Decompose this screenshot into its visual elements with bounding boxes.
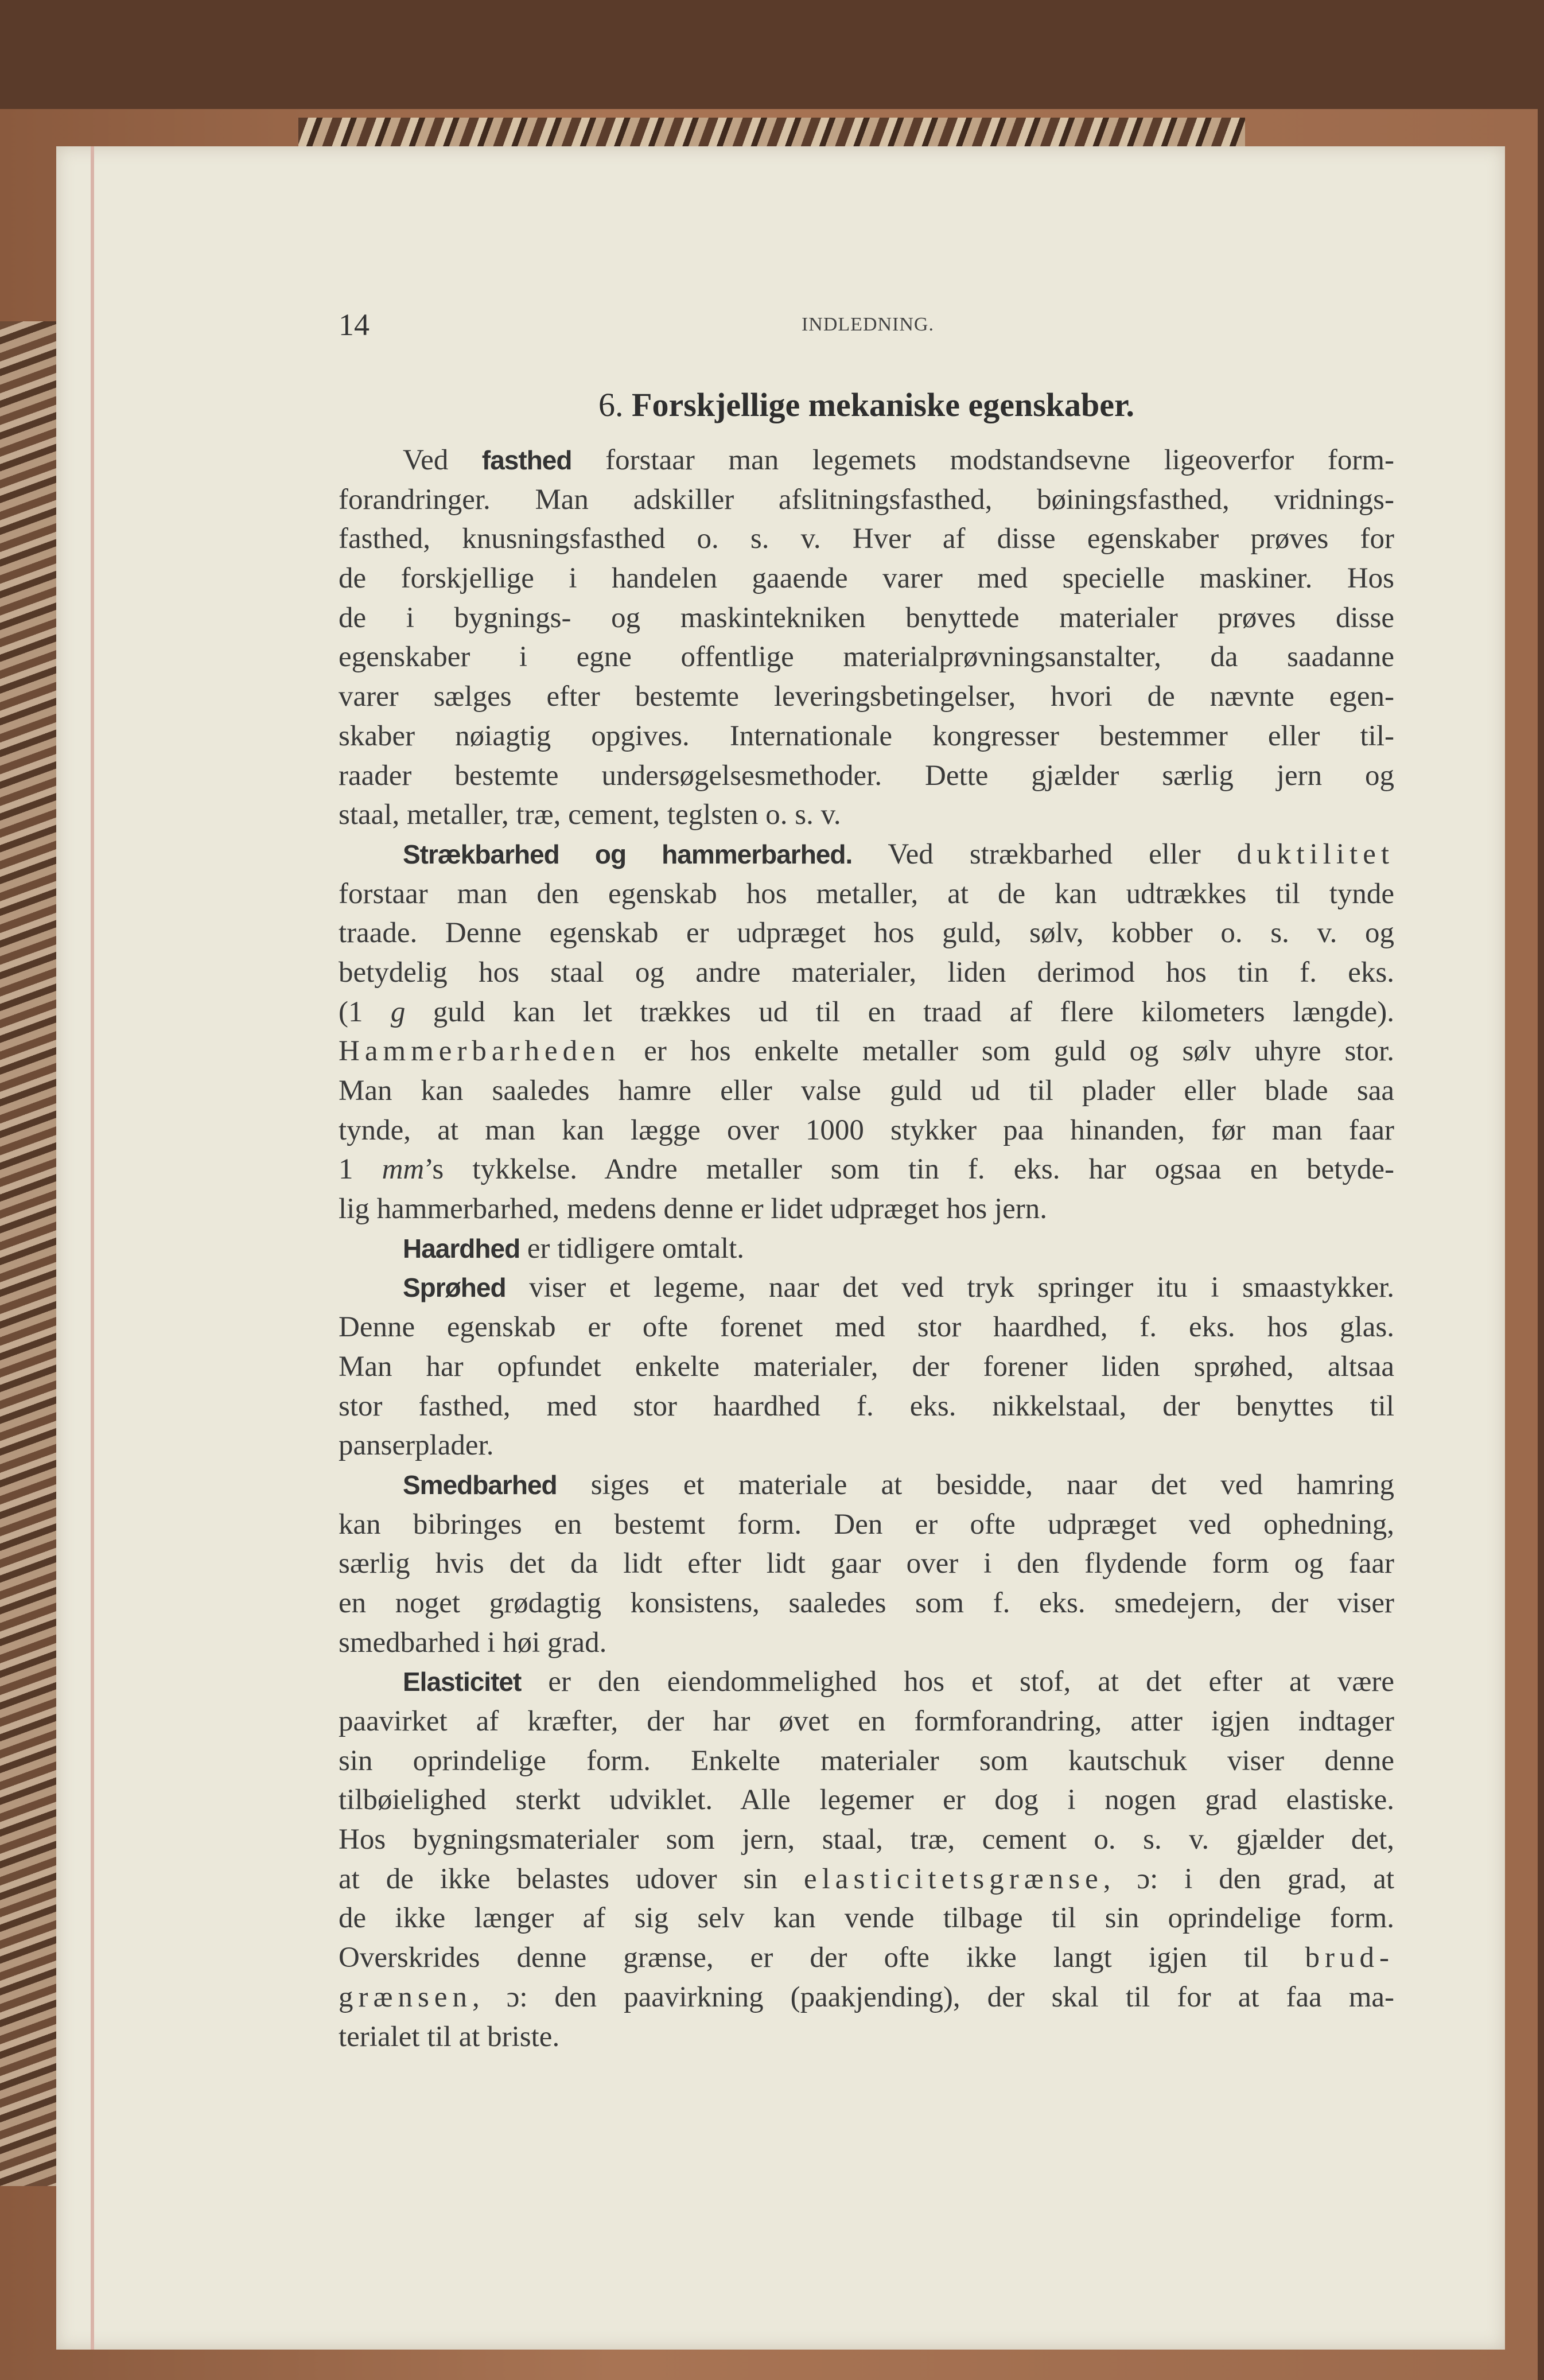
text-run: fasthed, knusningsfasthed o. s. v. Hver af disse egenskaber prøves for <box>339 523 1394 555</box>
text-line <box>339 1584 1394 1623</box>
text-run: Man kan saaledes hamre eller valse guld ud til plader eller blade saa <box>339 1075 1394 1107</box>
text-line <box>339 559 1394 598</box>
marbled-edge <box>0 321 63 2186</box>
text-run: er den eiendommelighed hos et stof, at det efter at være <box>521 1666 1394 1698</box>
text-run: , ɔ: i den grad, at <box>1103 1862 1395 1895</box>
text-run: Overskrides denne grænse, er der ofte ikke langt igjen til <box>339 1942 1305 1974</box>
text-line <box>339 1623 1394 1663</box>
text-line <box>339 1820 1394 1860</box>
running-header <box>339 307 1397 341</box>
text-line <box>339 795 1394 835</box>
bold-term: Elasticitet <box>403 1667 522 1697</box>
text-run: staal, metaller, træ, cement, teglsten o. s. v. <box>339 799 841 831</box>
text-line <box>339 677 1394 717</box>
section-title-text: Forskjellige mekaniske egenskaber. <box>632 386 1134 423</box>
text-run: Ved strækbarhed eller <box>852 838 1237 870</box>
spaced-term: grænsen <box>339 1981 472 2013</box>
text-line <box>339 1111 1394 1150</box>
text-run: sin oprindelige form. Enkelte materialer som kautschuk viser denne <box>339 1744 1394 1777</box>
text-run: Man har opfundet enkelte materialer, der forener liden sprøhed, altsaa <box>339 1350 1394 1383</box>
text-line <box>339 1426 1394 1465</box>
bold-term: Strækbarhed og hammerbarhed. <box>403 839 853 869</box>
text-run: lig hammerbarhed, medens denne er lidet udpræget hos jern. <box>339 1193 1047 1226</box>
text-run: Hos bygningsmaterialer som jern, staal, træ, cement o. s. v. gjælder det, <box>339 1823 1394 1856</box>
text-line <box>339 441 1394 480</box>
text-run: er tidligere omtalt. <box>520 1232 745 1265</box>
text-run: er hos enkelte metaller som guld og sølv uhyre stor. <box>620 1035 1394 1068</box>
text-run: de ikke længer af sig selv kan vende tilbage til sin oprindelige form. <box>339 1902 1394 1935</box>
text-line <box>339 1702 1394 1741</box>
text-line <box>339 835 1394 874</box>
text-line <box>339 1544 1394 1584</box>
text-line <box>339 2017 1394 2057</box>
text-line <box>339 1465 1394 1505</box>
text-run: terialet til at briste. <box>339 2020 560 2053</box>
text-run: forandringer. Man adskiller afslitningsfasthed, bøiningsfasthed, vridnings- <box>339 483 1394 516</box>
text-run: paavirket af kræfter, der har øvet en formforandring, atter igjen indtager <box>339 1705 1394 1737</box>
running-head-title: INDLEDNING. <box>801 314 934 335</box>
text-line <box>339 1150 1394 1189</box>
paragraph <box>339 835 1394 1229</box>
text-run: raader bestemte undersøgelsesmethoder. Dette gjælder særlig jern og <box>339 759 1394 792</box>
paragraph <box>339 1465 1394 1662</box>
text-run: kan bibringes en bestemt form. Den er ofte udpræget ved ophedning, <box>339 1508 1394 1541</box>
text-run: tynde, at man kan lægge over 1000 stykker paa hinanden, før man faar <box>339 1114 1394 1146</box>
text-run: en noget grødagtig konsistens, saaledes som f. eks. smedejern, der viser <box>339 1586 1394 1619</box>
text-line <box>339 637 1394 677</box>
text-run: (1 <box>339 995 391 1028</box>
text-run: skaber nøiagtig opgives. Internationale kongresser bestemmer eller til- <box>339 720 1394 752</box>
bold-term: Haardhed <box>403 1233 520 1263</box>
italic-unit: mm <box>382 1153 425 1186</box>
text-line <box>339 1860 1394 1899</box>
text-run: stor fasthed, med stor haardhed f. eks. nikkelstaal, der benyttes til <box>339 1390 1394 1422</box>
text-run: siges et materiale at besidde, naar det ved hamring <box>557 1468 1394 1501</box>
paragraph <box>339 1268 1394 1465</box>
text-line <box>339 717 1394 756</box>
text-run: varer sælges efter bestemte leveringsbetingelser, hvori de nævnte egen- <box>339 680 1394 713</box>
text-run: ’s tykkelse. Andre metaller som tin f. eks. har ogsaa en betyde- <box>424 1153 1395 1186</box>
text-run: de forskjellige i handelen gaaende varer med specielle maskiner. Hos <box>339 562 1394 595</box>
text-run: forstaar man den egenskab hos metaller, at de kan udtrækkes til tynde <box>339 877 1394 910</box>
text-line <box>339 1308 1394 1347</box>
text-line <box>339 1189 1394 1229</box>
text-line <box>339 519 1394 559</box>
paragraph <box>339 1662 1394 2056</box>
spaced-term: duktilitet <box>1236 838 1394 870</box>
text-line <box>339 1780 1394 1820</box>
text-run: tilbøielighed sterkt udviklet. Alle legemer er dog i nogen grad elastiske. <box>339 1784 1394 1817</box>
spaced-term: elasticitetsgrænse <box>804 1862 1103 1895</box>
text-run: viser et legeme, naar det ved tryk springer itu i smaastykker. <box>505 1271 1394 1304</box>
paragraph <box>339 1229 1394 1269</box>
text-line <box>339 1662 1394 1702</box>
text-run: forstaar man legemets modstandsevne ligeoverfor form- <box>571 444 1394 476</box>
bold-term: Sprøhed <box>403 1273 506 1303</box>
body-text <box>339 441 1394 2056</box>
text-line <box>339 953 1394 993</box>
spaced-term: brud- <box>1305 1942 1394 1974</box>
text-run: Ved <box>403 444 482 476</box>
text-line <box>339 1032 1394 1071</box>
text-line <box>339 874 1394 914</box>
text-run: 1 <box>339 1153 382 1186</box>
section-number: 6. <box>598 386 624 423</box>
text-line <box>339 1505 1394 1545</box>
text-line <box>339 756 1394 796</box>
text-run: de i bygnings- og maskintekniken benyttede materialer prøves disse <box>339 601 1394 634</box>
text-line <box>339 1071 1394 1111</box>
text-line <box>339 993 1394 1032</box>
text-run: traade. Denne egenskab er udpræget hos guld, sølv, kobber o. s. v. og <box>339 917 1394 950</box>
text-line <box>339 480 1394 520</box>
text-run: særlig hvis det da lidt efter lidt gaar over i den flydende form og faar <box>339 1547 1394 1580</box>
text-run: , ɔ: den paavirkning (paakjending), der skal til for at faa ma- <box>472 1981 1394 2013</box>
text-line <box>339 913 1394 953</box>
text-run: panserplader. <box>339 1429 494 1462</box>
section-title <box>339 386 1394 424</box>
italic-unit: g <box>390 995 406 1028</box>
bold-term: Smedbarhed <box>403 1469 557 1500</box>
text-line <box>339 598 1394 638</box>
text-run: smedbarhed i høi grad. <box>339 1626 607 1659</box>
text-run: egenskaber i egne offentlige materialprøvningsanstalter, da saadanne <box>339 641 1394 674</box>
paragraph <box>339 441 1394 835</box>
text-line <box>339 1899 1394 1938</box>
text-line <box>339 1387 1394 1426</box>
text-run: betydelig hos staal og andre materialer, liden derimod hos tin f. eks. <box>339 956 1394 989</box>
text-run: at de ikke belastes udover sin <box>339 1862 804 1895</box>
spaced-term: Hammerbarheden <box>339 1035 621 1068</box>
text-run: guld kan let trækkes ud til en traad af flere kilometers længde). <box>405 995 1395 1028</box>
page-number: 14 <box>339 308 370 342</box>
text-line <box>339 1978 1394 2017</box>
text-line <box>339 1347 1394 1387</box>
text-run: Denne egenskab er ofte forenet med stor haardhed, f. eks. hos glas. <box>339 1311 1394 1344</box>
text-line <box>339 1268 1394 1308</box>
bold-term: fasthed <box>481 445 572 475</box>
text-line <box>339 1741 1394 1781</box>
text-line <box>339 1229 1394 1269</box>
text-line <box>339 1938 1394 1978</box>
